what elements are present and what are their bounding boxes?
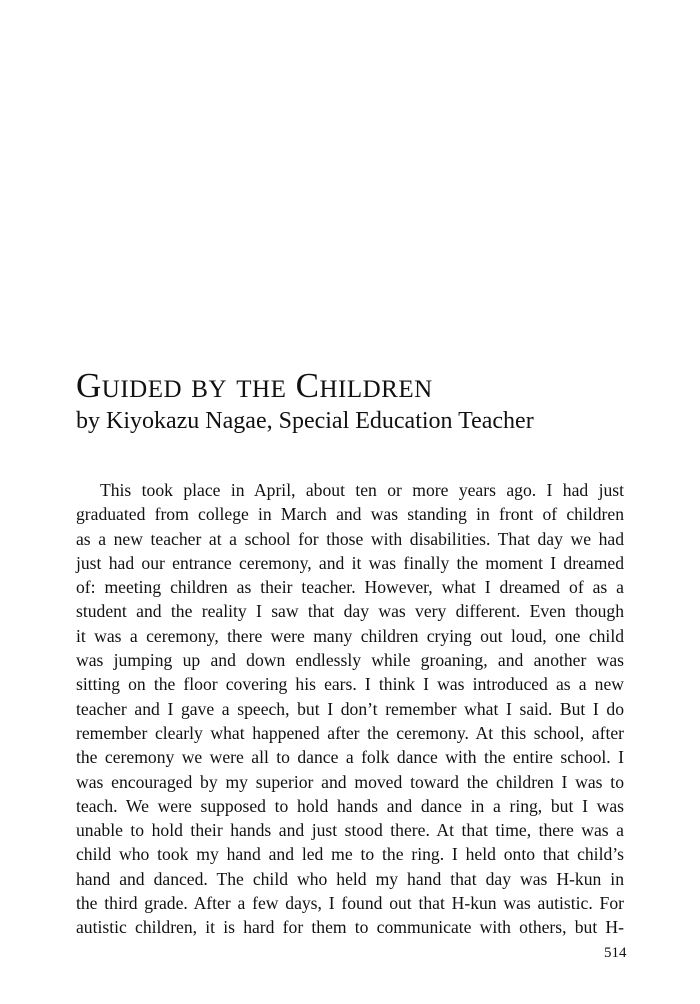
body-line: autistic children, it is hard for them to communicate with others, but H- <box>76 917 624 938</box>
body-line: the ceremony we were all to dance a folk dance with the entire school. I <box>76 747 624 768</box>
article-byline: by Kiyokazu Nagae, Special Education Teacher <box>76 408 534 434</box>
body-line: remember clearly what happened after the ceremony. At this school, after <box>76 722 624 743</box>
body-line: was encouraged by my superior and moved toward the children I was to <box>76 771 624 792</box>
page-number: 514 <box>604 945 627 961</box>
body-line: graduated from college in March and was standing in front of children <box>76 504 624 525</box>
body-line: of: meeting children as their teacher. However, what I dreamed of as a <box>76 577 624 598</box>
body-line: child who took my hand and led me to the ring. I held onto that child’s <box>76 844 624 865</box>
body-line: just had our entrance ceremony, and it was finally the moment I dreamed <box>76 552 624 573</box>
body-line: teacher and I gave a speech, but I don’t remember what I said. But I do <box>76 698 624 719</box>
body-line: as a new teacher at a school for those with disabilities. That day we had <box>76 528 624 549</box>
body-line: was jumping up and down endlessly while groaning, and another was <box>76 650 624 671</box>
body-line: teach. We were supposed to hold hands and dance in a ring, but I was <box>76 795 624 816</box>
body-line: This took place in April, about ten or more years ago. I had just <box>100 480 624 500</box>
body-line: hand and danced. The child who held my hand that day was H-kun in <box>76 868 624 889</box>
body-line: unable to hold their hands and just stood there. At that time, there was a <box>76 820 624 841</box>
body-line: the third grade. After a few days, I found out that H-kun was autistic. For <box>76 893 624 914</box>
article-title: Guided by the Children <box>76 366 433 405</box>
body-line: sitting on the floor covering his ears. I think I was introduced as a new <box>76 674 624 695</box>
body-line: it was a ceremony, there were many children crying out loud, one child <box>76 625 624 646</box>
article-body <box>76 478 624 940</box>
body-line: student and the reality I saw that day was very different. Even though <box>76 601 624 622</box>
